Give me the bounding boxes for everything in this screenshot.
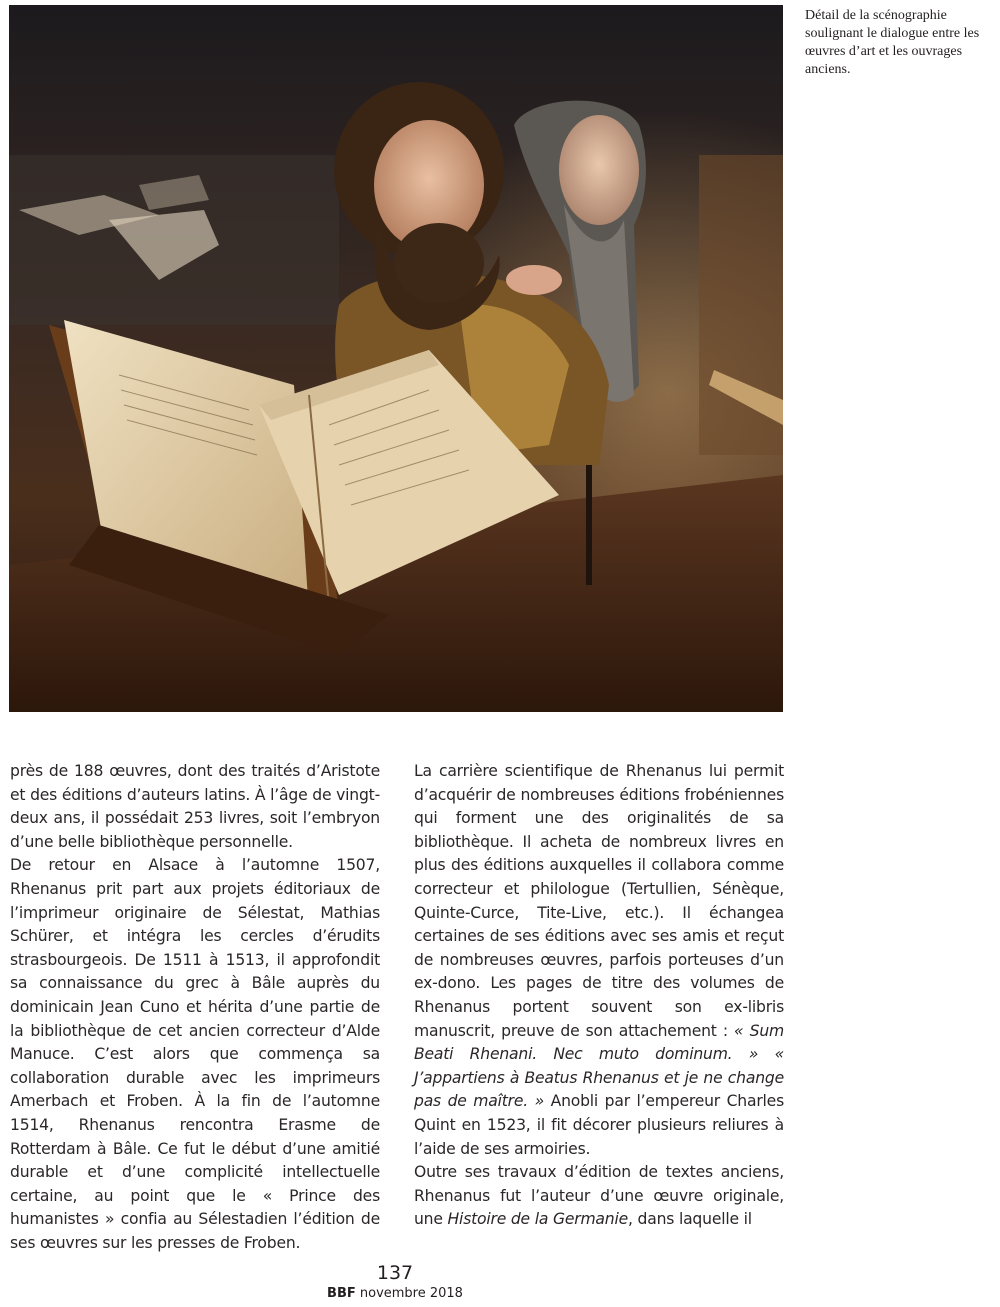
right-paragraph-2 bbox=[414, 1161, 784, 1232]
book-title: Histoire de la Germanie bbox=[447, 1210, 629, 1229]
right-column bbox=[414, 760, 784, 1232]
exhibition-photo bbox=[9, 5, 783, 712]
page-number: 137 bbox=[376, 1262, 414, 1284]
exhibition-photo-illustration bbox=[9, 5, 783, 712]
photo-caption: Détail de la scénographie soulignant le dialogue entre les œuvres d’art et les ouvrages anciens. bbox=[805, 8, 980, 77]
journal-issue: novembre 2018 bbox=[359, 1286, 463, 1301]
right-paragraph-1 bbox=[414, 760, 784, 1161]
left-paragraph-1: près de 188 œuvres, dont des traités d’Aristote et des éditions d’auteurs latins. À l’âge de vingt-deux ans, il possédait 253 livres, soit l’embryon d’une belle bibliothèque personnelle. bbox=[10, 762, 380, 851]
journal-footer bbox=[0, 1286, 790, 1301]
right-paragraph-2-text-b: , dans laquelle il bbox=[628, 1210, 752, 1229]
right-paragraph-1-text-b: Anobli par l’empereur Charles Quint en 1523, il fit décorer plusieurs reliures à l’aide de ses armoiries. bbox=[414, 1092, 784, 1158]
left-column bbox=[10, 760, 380, 1255]
journal-brand: BBF bbox=[327, 1286, 356, 1301]
right-paragraph-2-text-a: Outre ses travaux d’édition de textes anciens, Rhenanus fut l’auteur d’une œuvre originale, une bbox=[414, 1163, 784, 1229]
right-paragraph-1-text-a: La carrière scientifique de Rhenanus lui permit d’acquérir de nombreuses éditions frobéniennes qui forment une des originalités de sa bibliothèque. Il acheta de nombreux livres en plus des éditions auxquelles il collabora comme correcteur et philologue (Tertullien, Sénèque, Quinte-Curce, Tite-Live, etc.). Il échangea certaines de ses éditions avec ses amis et reçut de nombreuses œuvres, parfois porteuses d’un ex-dono. Les pages de titre des volumes de Rhenanus portent souvent son ex-libris manuscrit, preuve de son attachement : bbox=[414, 762, 784, 1040]
ex-libris-quote: « Sum Beati Rhenani. Nec muto dominum. » « J’appartiens à Beatus Rhenanus et je ne change pas de maître. » bbox=[414, 1021, 784, 1111]
left-paragraph-2: De retour en Alsace à l’automne 1507, Rhenanus prit part aux projets éditoriaux de l’imprimeur originaire de Sélestat, Mathias Schürer, et intégra les cercles d’érudits strasbourgeois. De 1511 à 1513, il approfondit sa connaissance du grec à Bâle auprès du dominicain Jean Cuno et hérita d’une partie de la bibliothèque de cet ancien correcteur d’Alde Manuce. C’est alors que commença sa collaboration durable avec les imprimeurs Amerbach et Froben. À la fin de l’automne 1514, Rhenanus rencontra Erasme de Rotterdam à Bâle. Ce fut le début d’une amitié durable et d’une complicité intellectuelle certaine, au point que le « Prince des humanistes » confia au Sélestadien l’édition de ses œuvres sur les presses de Froben. bbox=[10, 856, 380, 1252]
